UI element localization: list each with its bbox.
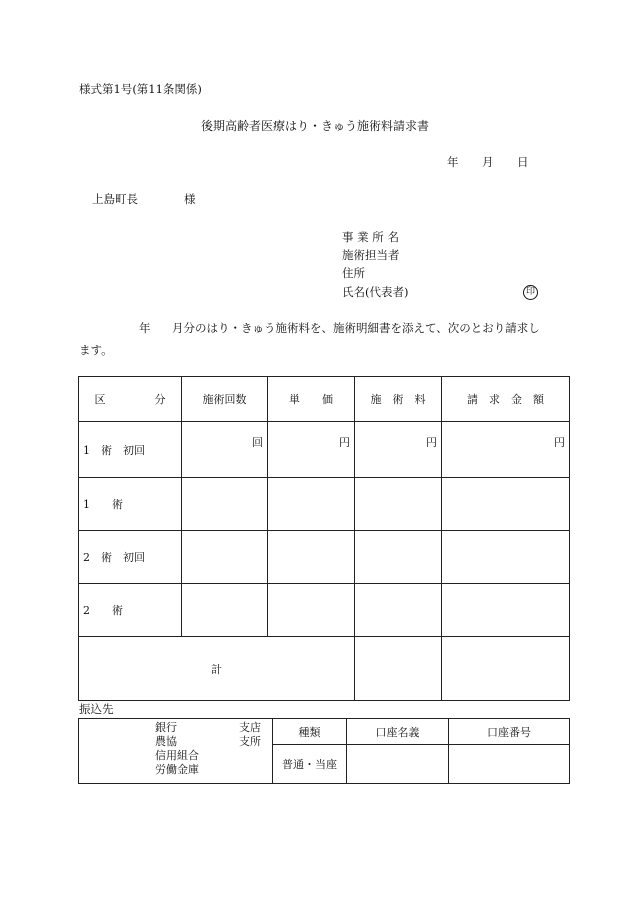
header-unit-price: 単 価 xyxy=(268,377,355,422)
table-row xyxy=(79,584,570,637)
count-cell[interactable] xyxy=(182,584,268,637)
practitioner-label: 施術担当者 xyxy=(342,248,400,262)
table-row xyxy=(79,478,570,531)
header-category-b: 分 xyxy=(154,393,166,406)
row-label: 1 術 初回 xyxy=(79,422,182,478)
header-fee: 施 術 料 xyxy=(355,377,442,422)
request-year-label: 年 xyxy=(139,321,151,335)
total-row xyxy=(79,637,570,701)
fee-table-header xyxy=(79,377,570,422)
count-cell[interactable] xyxy=(182,478,268,531)
institution-cell[interactable] xyxy=(79,719,273,784)
account-number-cell[interactable] xyxy=(449,745,570,784)
amount-cell[interactable]: 円 xyxy=(442,422,570,478)
form-number: 様式第1号(第11条関係) xyxy=(79,82,202,96)
bank-table xyxy=(78,718,570,784)
header-category-a: 区 xyxy=(94,393,106,406)
header-category xyxy=(79,377,182,422)
institution-agri-coop: 農協 xyxy=(155,735,177,748)
date-year-label: 年 xyxy=(447,155,459,169)
fee-cell[interactable] xyxy=(355,531,442,584)
request-text-line1: 月分のはり・きゅう施術料を、施術明細書を添えて、次のとおり請求し xyxy=(172,321,540,335)
row-label: 2 術 初回 xyxy=(79,531,182,584)
document-title: 後期高齢者医療はり・きゅう施術料請求書 xyxy=(200,119,429,133)
fee-table xyxy=(78,376,570,701)
row-label: 2 術 xyxy=(79,584,182,637)
date-day-label: 日 xyxy=(517,155,529,169)
account-name-cell[interactable] xyxy=(347,745,449,784)
count-cell[interactable] xyxy=(182,531,268,584)
request-text-line2: ます。 xyxy=(79,343,113,357)
institution-bank-branch: 支店 xyxy=(239,721,261,734)
header-amount: 請 求 金 額 xyxy=(442,377,570,422)
office-name-label: 事 業 所 名 xyxy=(342,230,399,244)
fee-cell[interactable] xyxy=(355,478,442,531)
table-row xyxy=(79,422,570,478)
bank-table-header xyxy=(79,719,570,745)
unit-price-cell[interactable] xyxy=(268,584,355,637)
unit-price-cell[interactable] xyxy=(268,478,355,531)
account-type-value[interactable]: 普通・当座 xyxy=(273,745,347,784)
row-label: 1 術 xyxy=(79,478,182,531)
total-fee-cell[interactable] xyxy=(355,637,442,701)
account-name-header: 口座名義 xyxy=(347,719,449,745)
amount-cell[interactable] xyxy=(442,478,570,531)
addressee-honorific: 様 xyxy=(184,192,196,206)
institution-labor-bank: 労働金庫 xyxy=(155,763,199,776)
institution-agri-coop-branch: 支所 xyxy=(239,735,261,748)
seal-mark: 印 xyxy=(523,285,538,300)
account-type-header: 種類 xyxy=(273,719,347,745)
amount-cell[interactable] xyxy=(442,531,570,584)
total-label: 計 xyxy=(79,637,355,701)
unit-price-cell[interactable] xyxy=(268,531,355,584)
institution-credit-union: 信用組合 xyxy=(155,749,199,762)
date-month-label: 月 xyxy=(482,155,494,169)
fee-cell[interactable] xyxy=(355,584,442,637)
table-row xyxy=(79,531,570,584)
unit-price-cell[interactable]: 円 xyxy=(268,422,355,478)
amount-cell[interactable] xyxy=(442,584,570,637)
count-cell[interactable]: 回 xyxy=(182,422,268,478)
fee-cell[interactable]: 円 xyxy=(355,422,442,478)
bank-section-label: 振込先 xyxy=(79,702,114,716)
total-amount-cell[interactable] xyxy=(442,637,570,701)
account-number-header: 口座番号 xyxy=(449,719,570,745)
representative-name-label: 氏名(代表者) xyxy=(342,285,409,299)
address-label: 住所 xyxy=(342,266,365,280)
institution-bank: 銀行 xyxy=(155,721,177,734)
header-count: 施術回数 xyxy=(182,377,268,422)
addressee-name: 上島町長 xyxy=(92,192,138,206)
